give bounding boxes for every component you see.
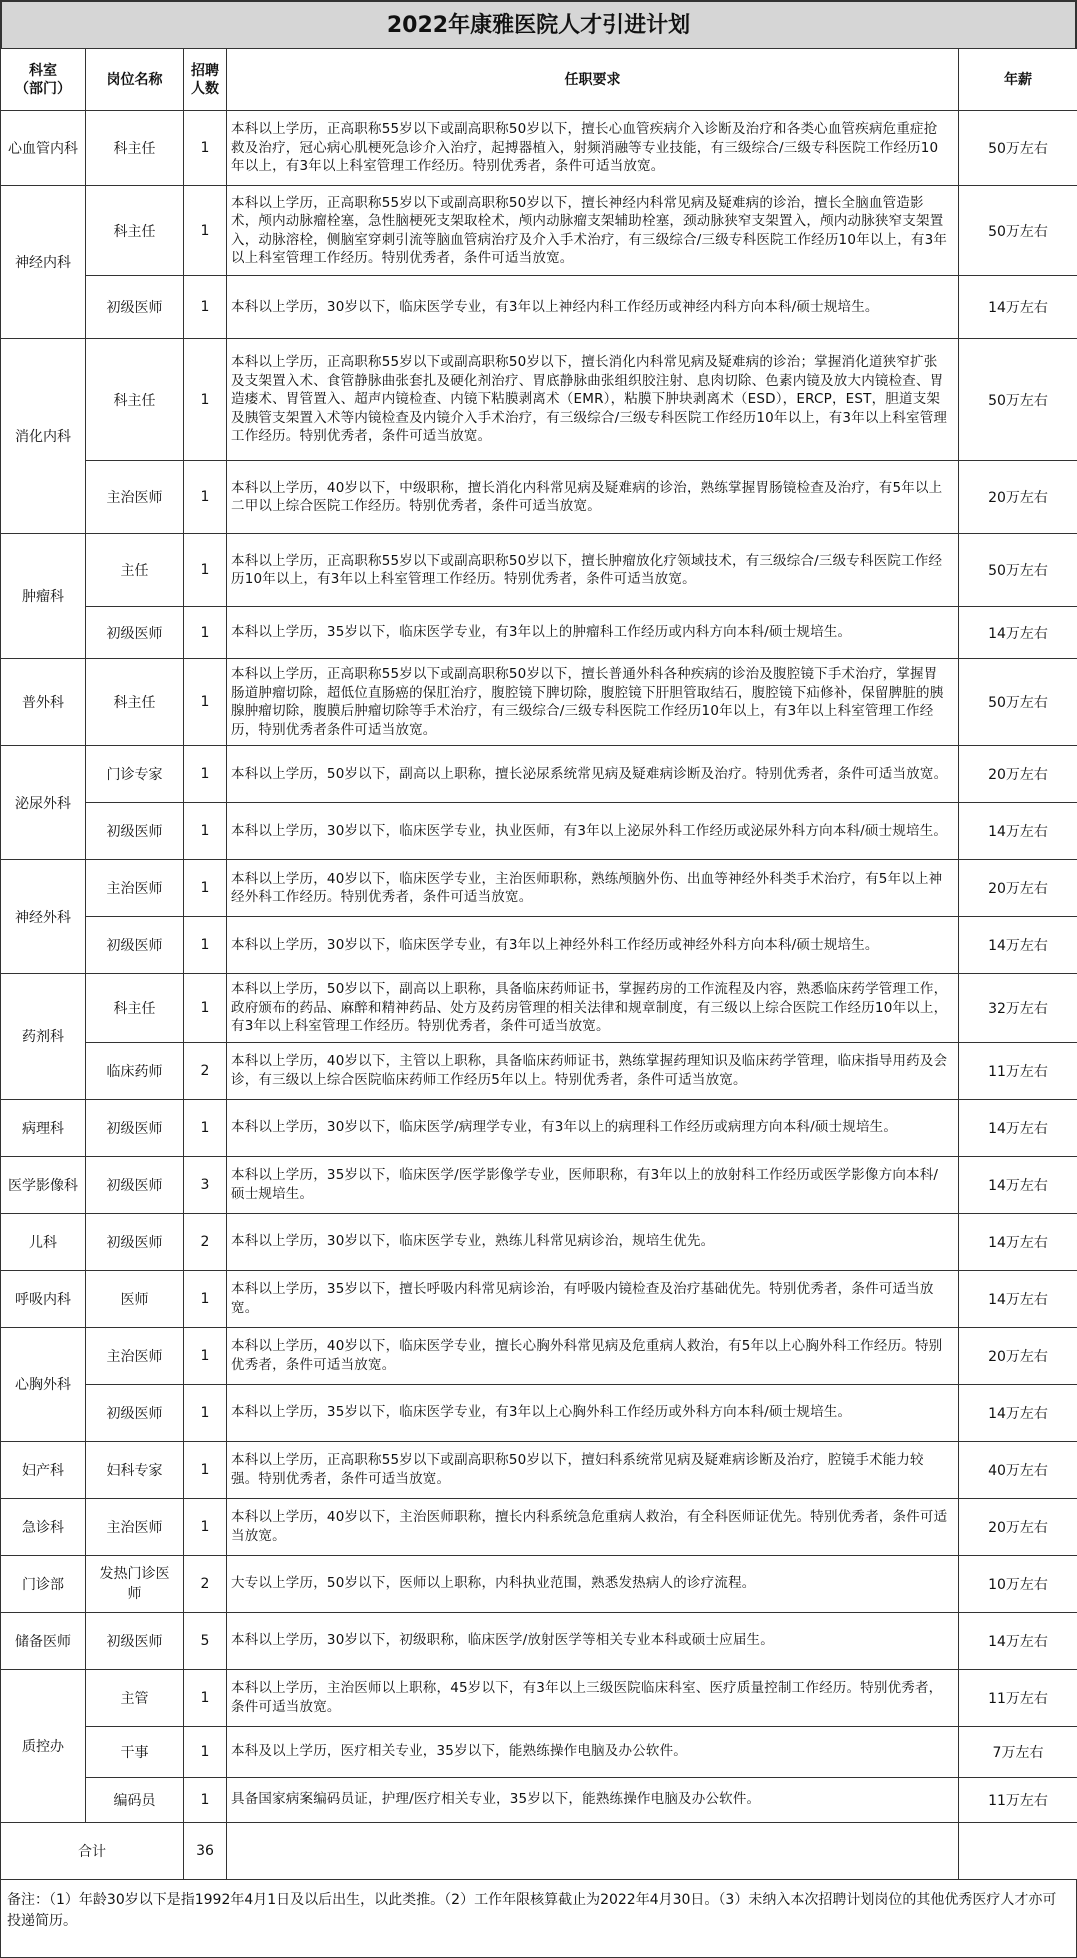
position-cell: 编码员 — [86, 1777, 184, 1822]
position-cell: 科主任 — [86, 974, 184, 1043]
count-cell: 1 — [184, 1384, 227, 1441]
dept-cell: 儿科 — [1, 1213, 86, 1270]
requirements-cell: 本科以上学历，正高职称55岁以下或副高职称50岁以下，擅长消化内科常见病及疑难病的诊治；掌握消化道狭窄扩张及支架置入术、食管静脉曲张套扎及硬化剂治疗、胃底静脉曲张组织胶注射、息肉切除、色素内镜及放大内镜检查、胃造瘘术、胃管置入、超声内镜检查、内镜下粘膜剥离术（EMR），粘膜下肿块剥离术（ESD），ERCP，EST，胆道支架及胰管支架置入术等内镜检查及内镜介入手术治疗，有三级综合/三级专科医院工作经历10年以上，有3年以上科室管理工作经历。特别优秀者，条件可适当放宽。 — [227, 339, 959, 461]
count-cell: 1 — [184, 659, 227, 746]
count-cell: 5 — [184, 1612, 227, 1669]
position-cell: 主治医师 — [86, 1498, 184, 1555]
table-row — [1, 1726, 1077, 1777]
requirements-cell: 本科以上学历，40岁以下，中级职称，擅长消化内科常见病及疑难病的诊治，熟练掌握胃肠镜检查及治疗，有5年以上二甲以上综合医院工作经历。特别优秀者，条件可适当放宽。 — [227, 461, 959, 534]
salary-cell: 20万左右 — [959, 1498, 1077, 1555]
salary-cell: 14万左右 — [959, 917, 1077, 974]
dept-cell: 普外科 — [1, 659, 86, 746]
count-cell: 1 — [184, 607, 227, 659]
count-cell: 1 — [184, 803, 227, 860]
table-row — [1, 276, 1077, 339]
salary-cell: 14万左右 — [959, 607, 1077, 659]
recruitment-table — [0, 48, 1077, 1880]
table-row — [1, 1042, 1077, 1099]
requirements-cell: 本科以上学历，35岁以下，临床医学专业，有3年以上心胸外科工作经历或外科方向本科/硕士规培生。 — [227, 1384, 959, 1441]
position-cell: 科主任 — [86, 659, 184, 746]
position-cell: 初级医师 — [86, 607, 184, 659]
dept-cell: 妇产科 — [1, 1441, 86, 1498]
requirements-cell: 大专以上学历，50岁以下，医师以上职称，内科执业范围，熟悉发热病人的诊疗流程。 — [227, 1555, 959, 1612]
position-cell: 初级医师 — [86, 1099, 184, 1156]
salary-cell: 14万左右 — [959, 1213, 1077, 1270]
table-row — [1, 1156, 1077, 1213]
count-cell: 1 — [184, 111, 227, 186]
table-header-row — [1, 49, 1077, 111]
dept-cell: 质控办 — [1, 1669, 86, 1822]
position-cell: 主管 — [86, 1669, 184, 1726]
total-row — [1, 1822, 1077, 1879]
position-cell: 科主任 — [86, 339, 184, 461]
position-cell: 初级医师 — [86, 1213, 184, 1270]
table-row — [1, 1270, 1077, 1327]
table-row — [1, 1384, 1077, 1441]
requirements-cell: 本科以上学历，30岁以下，临床医学专业，执业医师，有3年以上泌尿外科工作经历或泌尿外科方向本科/硕士规培生。 — [227, 803, 959, 860]
table-row — [1, 111, 1077, 186]
dept-cell: 心血管内科 — [1, 111, 86, 186]
count-cell: 2 — [184, 1555, 227, 1612]
requirements-cell: 具备国家病案编码员证，护理/医疗相关专业，35岁以下，能熟练操作电脑及办公软件。 — [227, 1777, 959, 1822]
header-position: 岗位名称 — [86, 49, 184, 111]
count-cell: 1 — [184, 339, 227, 461]
dept-cell: 呼吸内科 — [1, 1270, 86, 1327]
position-cell: 发热门诊医师 — [86, 1555, 184, 1612]
dept-cell: 门诊部 — [1, 1555, 86, 1612]
requirements-cell: 本科以上学历，30岁以下，临床医学专业，熟练儿科常见病诊治，规培生优先。 — [227, 1213, 959, 1270]
table-row — [1, 746, 1077, 803]
requirements-cell: 本科以上学历，50岁以下，副高以上职称，具备临床药师证书，掌握药房的工作流程及内容，熟悉临床药学管理工作，政府颁布的药品、麻醉和精神药品、处方及药房管理的相关法律和规章制度，有三级以上综合医院工作经历10年以上，有3年以上科室管理工作经历。特别优秀者，条件可适当放宽。 — [227, 974, 959, 1043]
requirements-cell: 本科以上学历，40岁以下，主管以上职称，具备临床药师证书，熟练掌握药理知识及临床药学管理，临床指导用药及会诊，有三级以上综合医院临床药师工作经历5年以上。特别优秀者，条件可适当放宽。 — [227, 1042, 959, 1099]
salary-cell: 20万左右 — [959, 746, 1077, 803]
salary-cell: 40万左右 — [959, 1441, 1077, 1498]
salary-cell: 14万左右 — [959, 1384, 1077, 1441]
requirements-cell: 本科以上学历，正高职称55岁以下或副高职称50岁以下，擅长普通外科各种疾病的诊治及腹腔镜下手术治疗，掌握胃肠道肿瘤切除，超低位直肠癌的保肛治疗，腹腔镜下脾切除，腹腔镜下肝胆管取结石，腹腔镜下疝修补，保留脾脏的胰腺肿瘤切除，腹膜后肿瘤切除等手术治疗，有三级综合/三级专科医院工作经历10年以上，有3年以上科室管理工作经历，特别优秀者条件可适当放宽。 — [227, 659, 959, 746]
position-cell: 科主任 — [86, 111, 184, 186]
count-cell: 1 — [184, 1669, 227, 1726]
total-empty-cell — [227, 1822, 959, 1879]
position-cell: 干事 — [86, 1726, 184, 1777]
requirements-cell: 本科以上学历，正高职称55岁以下或副高职称50岁以下，擅长神经内科常见病及疑难病的诊治，擅长全脑血管造影术，颅内动脉瘤栓塞，急性脑梗死支架取栓术，颅内动脉瘤支架辅助栓塞，颈动脉狭窄支架置入，颅内动脉狭窄支架置入，动脉溶栓，侧脑室穿刺引流等脑血管病治疗及介入手术治疗，有三级综合/三级专科医院工作经历10年以上，有3年以上科室管理工作经历。特别优秀者，条件可适当放宽。 — [227, 186, 959, 276]
position-cell: 科主任 — [86, 186, 184, 276]
position-cell: 初级医师 — [86, 1384, 184, 1441]
requirements-cell: 本科以上学历，正高职称55岁以下或副高职称50岁以下，擅妇科系统常见病及疑难病诊断及治疗，腔镜手术能力较强。特别优秀者，条件可适当放宽。 — [227, 1441, 959, 1498]
count-cell: 1 — [184, 917, 227, 974]
salary-cell: 14万左右 — [959, 803, 1077, 860]
table-row — [1, 461, 1077, 534]
table-row — [1, 803, 1077, 860]
count-cell: 1 — [184, 1498, 227, 1555]
table-row — [1, 1498, 1077, 1555]
salary-cell: 14万左右 — [959, 1270, 1077, 1327]
position-cell: 主任 — [86, 534, 184, 607]
position-cell: 初级医师 — [86, 803, 184, 860]
table-row — [1, 917, 1077, 974]
salary-cell: 14万左右 — [959, 1099, 1077, 1156]
dept-cell: 储备医师 — [1, 1612, 86, 1669]
requirements-cell: 本科及以上学历，医疗相关专业，35岁以下，能熟练操作电脑及办公软件。 — [227, 1726, 959, 1777]
header-dept: 科室 （部门） — [1, 49, 86, 111]
requirements-cell: 本科以上学历，30岁以下，临床医学专业，有3年以上神经内科工作经历或神经内科方向本科/硕士规培生。 — [227, 276, 959, 339]
salary-cell: 14万左右 — [959, 276, 1077, 339]
requirements-cell: 本科以上学历，30岁以下，初级职称，临床医学/放射医学等相关专业本科或硕士应届生。 — [227, 1612, 959, 1669]
requirements-cell: 本科以上学历，35岁以下，擅长呼吸内科常见病诊治，有呼吸内镜检查及治疗基础优先。特别优秀者，条件可适当放宽。 — [227, 1270, 959, 1327]
position-cell: 初级医师 — [86, 276, 184, 339]
position-cell: 临床药师 — [86, 1042, 184, 1099]
table-row — [1, 186, 1077, 276]
count-cell: 1 — [184, 1327, 227, 1384]
salary-cell: 50万左右 — [959, 659, 1077, 746]
count-cell: 1 — [184, 1726, 227, 1777]
dept-cell: 药剂科 — [1, 974, 86, 1100]
count-cell: 2 — [184, 1042, 227, 1099]
requirements-cell: 本科以上学历，40岁以下，临床医学专业，主治医师职称，熟练颅脑外伤、出血等神经外科类手术治疗，有5年以上神经外科工作经历。特别优秀者，条件可适当放宽。 — [227, 860, 959, 917]
count-cell: 1 — [184, 860, 227, 917]
requirements-cell: 本科以上学历，40岁以下，主治医师职称，擅长内科系统急危重病人救治，有全科医师证优先。特别优秀者，条件可适当放宽。 — [227, 1498, 959, 1555]
count-cell: 3 — [184, 1156, 227, 1213]
dept-cell: 泌尿外科 — [1, 746, 86, 860]
salary-cell: 50万左右 — [959, 339, 1077, 461]
salary-cell: 50万左右 — [959, 111, 1077, 186]
salary-cell: 11万左右 — [959, 1042, 1077, 1099]
dept-cell: 肿瘤科 — [1, 534, 86, 659]
total-empty-cell — [959, 1822, 1077, 1879]
position-cell: 初级医师 — [86, 1612, 184, 1669]
dept-cell: 心胸外科 — [1, 1327, 86, 1441]
count-cell: 1 — [184, 1270, 227, 1327]
total-label: 合计 — [1, 1822, 184, 1879]
dept-cell: 神经外科 — [1, 860, 86, 974]
dept-cell: 消化内科 — [1, 339, 86, 534]
count-cell: 1 — [184, 461, 227, 534]
position-cell: 主治医师 — [86, 461, 184, 534]
position-cell: 妇科专家 — [86, 1441, 184, 1498]
count-cell: 1 — [184, 1777, 227, 1822]
footnote: 备注：（1）年龄30岁以下是指1992年4月1日及以后出生，以此类推。（2）工作年限核算截止为2022年4月30日。（3）未纳入本次招聘计划岗位的其他优秀医疗人才亦可投递简历。 — [0, 1880, 1077, 1958]
salary-cell: 50万左右 — [959, 186, 1077, 276]
position-cell: 主治医师 — [86, 1327, 184, 1384]
count-cell: 1 — [184, 1099, 227, 1156]
table-row — [1, 1213, 1077, 1270]
dept-cell: 急诊科 — [1, 1498, 86, 1555]
salary-cell: 20万左右 — [959, 461, 1077, 534]
salary-cell: 7万左右 — [959, 1726, 1077, 1777]
requirements-cell: 本科以上学历，主治医师以上职称，45岁以下，有3年以上三级医院临床科室、医疗质量控制工作经历。特别优秀者，条件可适当放宽。 — [227, 1669, 959, 1726]
table-row — [1, 1555, 1077, 1612]
dept-cell: 神经内科 — [1, 186, 86, 339]
count-cell: 2 — [184, 1213, 227, 1270]
position-cell: 医师 — [86, 1270, 184, 1327]
table-row — [1, 659, 1077, 746]
position-cell: 主治医师 — [86, 860, 184, 917]
requirements-cell: 本科以上学历，30岁以下，临床医学专业，有3年以上神经外科工作经历或神经外科方向本科/硕士规培生。 — [227, 917, 959, 974]
total-count: 36 — [184, 1822, 227, 1879]
page-title: 2022年康雅医院人才引进计划 — [0, 0, 1077, 48]
table-row — [1, 534, 1077, 607]
table-row — [1, 607, 1077, 659]
requirements-cell: 本科以上学历，50岁以下，副高以上职称，擅长泌尿系统常见病及疑难病诊断及治疗。特别优秀者，条件可适当放宽。 — [227, 746, 959, 803]
header-salary: 年薪 — [959, 49, 1077, 111]
salary-cell: 11万左右 — [959, 1777, 1077, 1822]
table-row — [1, 339, 1077, 461]
count-cell: 1 — [184, 276, 227, 339]
requirements-cell: 本科以上学历，35岁以下，临床医学/医学影像学专业，医师职称，有3年以上的放射科工作经历或医学影像方向本科/硕士规培生。 — [227, 1156, 959, 1213]
table-row — [1, 1777, 1077, 1822]
dept-cell: 病理科 — [1, 1099, 86, 1156]
table-row — [1, 860, 1077, 917]
table-row — [1, 1612, 1077, 1669]
position-cell: 初级医师 — [86, 1156, 184, 1213]
table-row — [1, 974, 1077, 1043]
table-row — [1, 1669, 1077, 1726]
count-cell: 1 — [184, 534, 227, 607]
table-row — [1, 1099, 1077, 1156]
salary-cell: 14万左右 — [959, 1612, 1077, 1669]
count-cell: 1 — [184, 186, 227, 276]
salary-cell: 10万左右 — [959, 1555, 1077, 1612]
position-cell: 初级医师 — [86, 917, 184, 974]
table-row — [1, 1327, 1077, 1384]
requirements-cell: 本科以上学历，35岁以下，临床医学专业，有3年以上的肿瘤科工作经历或内科方向本科/硕士规培生。 — [227, 607, 959, 659]
header-count: 招聘 人数 — [184, 49, 227, 111]
requirements-cell: 本科以上学历，30岁以下，临床医学/病理学专业，有3年以上的病理科工作经历或病理方向本科/硕士规培生。 — [227, 1099, 959, 1156]
requirements-cell: 本科以上学历，40岁以下，临床医学专业，擅长心胸外科常见病及危重病人救治，有5年以上心胸外科工作经历。特别优秀者，条件可适当放宽。 — [227, 1327, 959, 1384]
count-cell: 1 — [184, 974, 227, 1043]
count-cell: 1 — [184, 1441, 227, 1498]
dept-cell: 医学影像科 — [1, 1156, 86, 1213]
salary-cell: 32万左右 — [959, 974, 1077, 1043]
salary-cell: 50万左右 — [959, 534, 1077, 607]
requirements-cell: 本科以上学历，正高职称55岁以下或副高职称50岁以下，擅长心血管疾病介入诊断及治疗和各类心血管疾病危重症抢救及治疗，冠心病心肌梗死急诊介入治疗，起搏器植入，射频消融等专业技能，有三级综合/三级专科医院工作经历10年以上，有3年以上科室管理工作经历。特别优秀者，条件可适当放宽。 — [227, 111, 959, 186]
salary-cell: 20万左右 — [959, 1327, 1077, 1384]
header-requirements: 任职要求 — [227, 49, 959, 111]
position-cell: 门诊专家 — [86, 746, 184, 803]
count-cell: 1 — [184, 746, 227, 803]
salary-cell: 11万左右 — [959, 1669, 1077, 1726]
table-row — [1, 1441, 1077, 1498]
salary-cell: 20万左右 — [959, 860, 1077, 917]
salary-cell: 14万左右 — [959, 1156, 1077, 1213]
requirements-cell: 本科以上学历，正高职称55岁以下或副高职称50岁以下，擅长肿瘤放化疗领域技术，有三级综合/三级专科医院工作经历10年以上，有3年以上科室管理工作经历。特别优秀者，条件可适当放宽。 — [227, 534, 959, 607]
